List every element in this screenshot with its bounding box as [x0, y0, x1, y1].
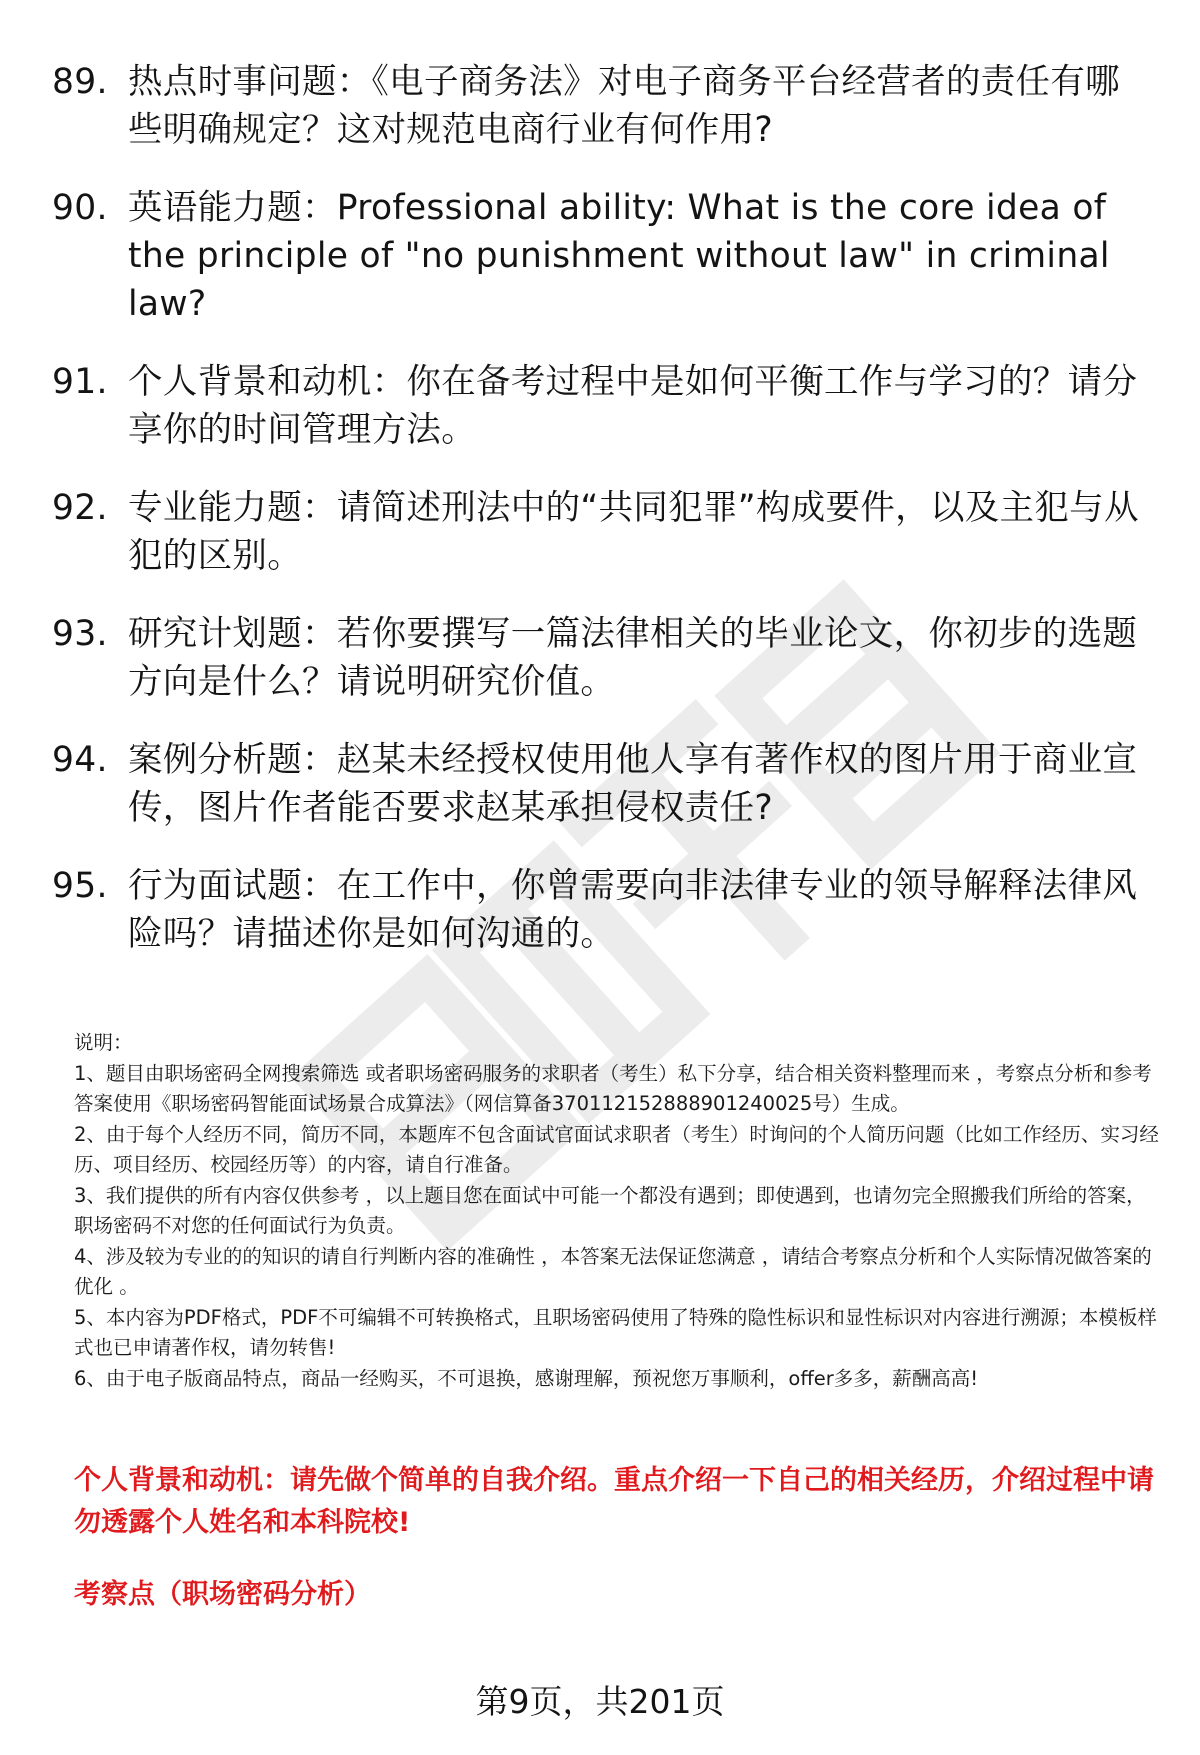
question-number: 95.	[52, 866, 108, 906]
question-item	[52, 58, 1142, 154]
note-item: 2、由于每个人经历不同，简历不同，本题库不包含面试官面试求职者（考生）时询问的个人简历问题（比如工作经历、实习经历、项目经历、校园经历等）的内容，请自行准备。	[74, 1122, 1159, 1176]
note-item: 3、我们提供的所有内容仅供参考 ，以上题目您在面试中可能一个都没有遇到；即使遇到，也请勿完全照搬我们所给的答案，职场密码不对您的任何面试行为负责。	[74, 1183, 1146, 1237]
question-number: 91.	[52, 362, 108, 402]
question-text: 个人背景和动机：你在备考过程中是如何平衡工作与学习的？请分享你的时间管理方法。	[128, 362, 1138, 450]
question-item	[52, 484, 1142, 580]
question-text: 行为面试题：在工作中，你曾需要向非法律专业的领导解释法律风险吗？请描述你是如何沟通的。	[128, 866, 1138, 954]
question-item	[52, 610, 1142, 706]
question-number: 89.	[52, 62, 108, 102]
question-text: 案例分析题：赵某未经授权使用他人享有著作权的图片用于商业宣传，图片作者能否要求赵某承担侵权责任?	[128, 740, 1138, 828]
highlight-question: 个人背景和动机：请先做个简单的自我介绍。重点介绍一下自己的相关经历，介绍过程中请勿透露个人姓名和本科院校!	[74, 1465, 1154, 1538]
note-item: 1、题目由职场密码全网搜索筛选 或者职场密码服务的求职者（考生）私下分享，结合相关资料整理而来 ，考察点分析和参考答案使用《职场密码智能面试场景合成算法》（网信算备370112152888901240025号）生成。	[74, 1061, 1152, 1115]
question-item	[52, 862, 1142, 958]
question-text: 研究计划题：若你要撰写一篇法律相关的毕业论文，你初步的选题方向是什么？请说明研究价值。	[128, 614, 1138, 702]
question-number: 93.	[52, 614, 108, 654]
note-item: 5、本内容为PDF格式，PDF不可编辑不可转换格式，且职场密码使用了特殊的隐性标识和显性标识对内容进行溯源；本模板样式也已申请著作权，请勿转售!	[74, 1305, 1157, 1359]
question-text: 英语能力题：Professional ability: What is the core idea of the principle of "no punishment without law" in criminal law?	[128, 188, 1110, 324]
notes-title: 说明：	[74, 1031, 133, 1054]
question-number: 90.	[52, 188, 108, 228]
question-text: 专业能力题：请简述刑法中的“共同犯罪”构成要件，以及主犯与从犯的区别。	[128, 488, 1139, 576]
note-item: 6、由于电子版商品特点，商品一经购买，不可退换，感谢理解，预祝您万事顺利，offer多多，薪酬高高!	[74, 1366, 979, 1390]
page-number: 第9页，共201页	[475, 1682, 725, 1721]
question-list	[52, 58, 1142, 988]
question-item	[52, 184, 1142, 328]
question-number: 94.	[52, 740, 108, 780]
question-item	[52, 358, 1142, 454]
notes-section	[74, 1028, 1160, 1394]
question-item	[52, 736, 1142, 832]
question-number: 92.	[52, 488, 108, 528]
question-text: 热点时事问题：《电子商务法》对电子商务平台经营者的责任有哪些明确规定？这对规范电商行业有何作用?	[128, 62, 1120, 150]
note-item: 4、涉及较为专业的的知识的请自行判断内容的准确性 ，本答案无法保证您满意 ，请结合考察点分析和个人实际情况做答案的优化 。	[74, 1244, 1152, 1298]
analysis-heading: 考察点（职场密码分析）	[74, 1579, 371, 1610]
